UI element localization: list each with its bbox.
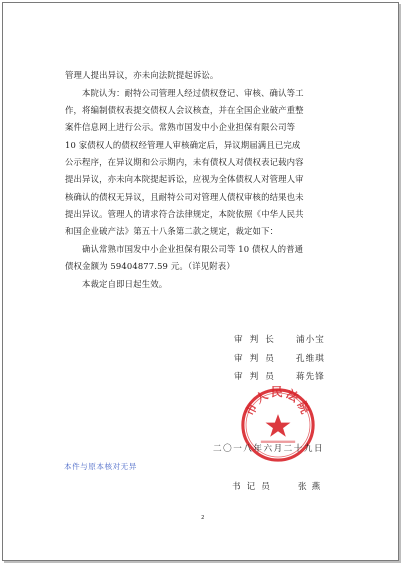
body-line-3: 作，将编制债权表提交债权人会议核查，并在全国企业破产重整 — [65, 105, 304, 115]
body-line-5: 10 家债权人的债权经管理人审核确定后，异议期届满且已完成 — [65, 140, 301, 150]
signature-role: 审判长 — [234, 335, 281, 345]
signature-row-judge-2 — [234, 372, 325, 383]
signature-role: 审判员 — [234, 354, 281, 364]
body-line-6: 公示程序，在异议期和公示期内，未有债权人对债权表记载内容 — [65, 157, 304, 167]
body-line-7: 提出异议，亦未向本院提起诉讼，应视为全体债权人对管理人审 — [65, 174, 304, 184]
body-line-8: 核确认的债权无异议，且耐特公司对管理人债权审核的结果也未 — [65, 192, 304, 202]
body-line-9: 提出异议。管理人的请求符合法律规定，本院依照《中华人民共 — [65, 209, 304, 219]
body-line-11: 确认常熟市国发中小企业担保有限公司等 10 债权人的普通 — [82, 244, 304, 254]
body-line-10: 和国企业破产法》第五十八条第二款之规定，裁定如下： — [65, 226, 279, 236]
ruling-date: 二〇一八年六月二十九日 — [213, 444, 325, 454]
body-line-13: 本裁定自即日起生效。 — [82, 279, 168, 289]
signature-name: 蒋先锋 — [296, 372, 325, 382]
body-line-12: 债权金额为 59404877.59 元。（详见附表） — [65, 261, 235, 271]
clerk-name: 张燕 — [298, 482, 326, 492]
signature-name: 浦小宝 — [296, 335, 325, 345]
page-number: 2 — [201, 515, 205, 521]
signature-row-judge-1 — [234, 354, 325, 365]
document-page — [2, 2, 399, 561]
signature-role: 审判员 — [234, 372, 281, 382]
signature-name: 孔维琪 — [296, 354, 325, 364]
clerk-role: 书记员 — [232, 482, 276, 492]
clerk-signature — [232, 480, 325, 492]
body-line-1: 管理人提出异议，亦未向法院提起诉讼。 — [65, 70, 219, 80]
copy-verification-stamp: 本件与原本核对无异 — [64, 462, 137, 471]
svg-text:市人民法院: 市人民法院 — [242, 386, 314, 418]
signature-row-presiding-judge — [234, 335, 325, 346]
body-line-4: 案件信息网上进行公示。常熟市国发中小企业担保有限公司等 — [65, 122, 296, 132]
body-line-2: 本院认为：耐特公司管理人经过债权登记、审核、确认等工 — [82, 88, 304, 98]
